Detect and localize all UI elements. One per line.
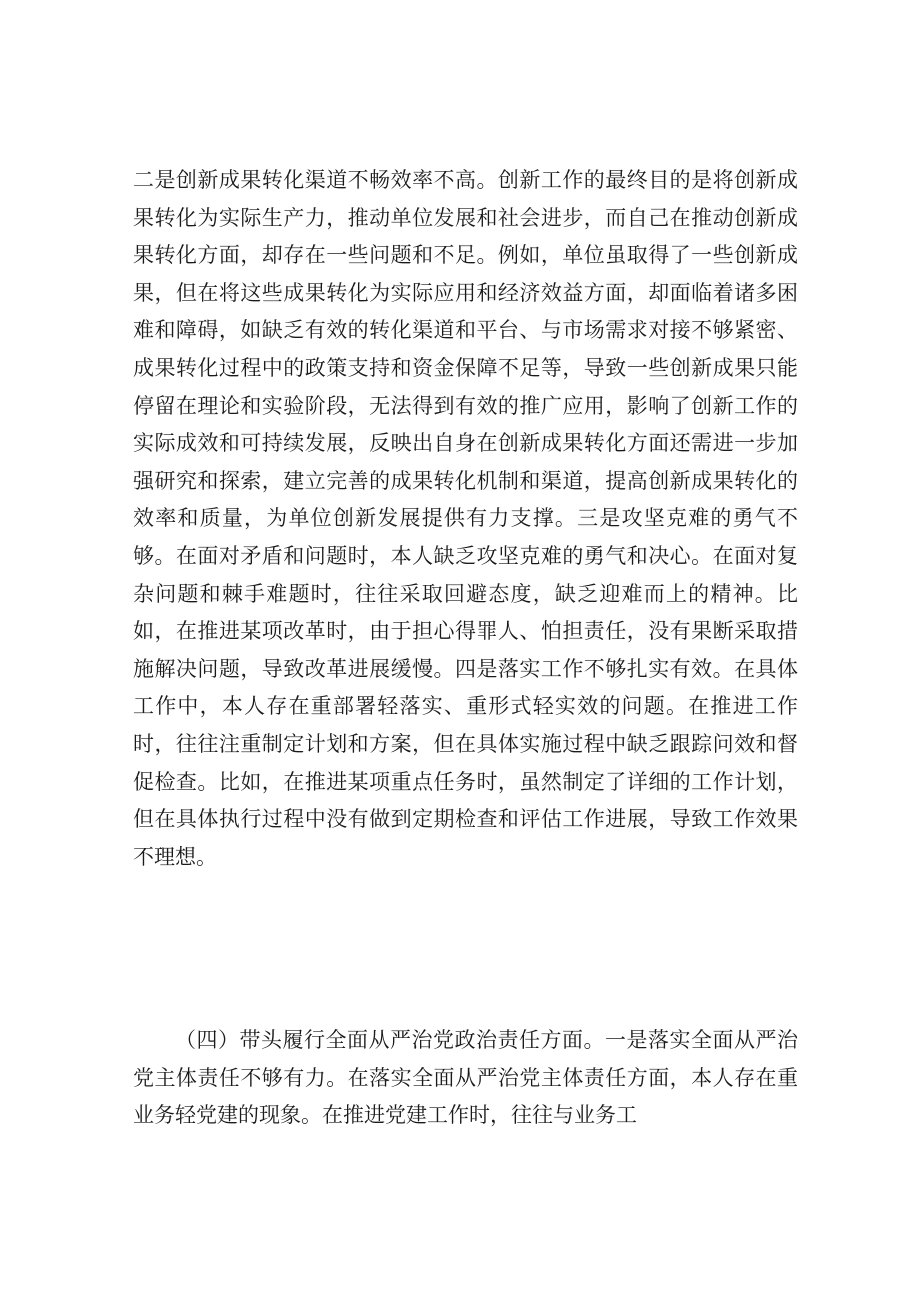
body-paragraph-2: （四）带头履行全面从严治党政治责任方面。一是落实全面从严治党主体责任不够有力。在落实全面从严治党主体责任方面，本人存在重业务轻党建的现象。在推进党建工作时，往往与业务工 <box>133 1028 798 1128</box>
body-paragraph-1: 二是创新成果转化渠道不畅效率不高。创新工作的最终目的是将创新成果转化为实际生产力，推动单位发展和社会进步，而自己在推动创新成果转化方面，却存在一些问题和不足。例如，单位虽取得了一些创新成果，但在将这些成果转化为实际应用和经济效益方面，却面临着诸多困难和障碍，如缺乏有效的转化渠道和平台、与市场需求对接不够紧密、成果转化过程中的政策支持和资金保障不足等，导致一些创新成果只能停留在理论和实验阶段，无法得到有效的推广应用，影响了创新工作的实际成效和可持续发展，反映出自身在创新成果转化方面还需进一步加强研究和探索，建立完善的成果转化机制和渠道，提高创新成果转化的效率和质量，为单位创新发展提供有力支撑。三是攻坚克难的勇气不够。在面对矛盾和问题时，本人缺乏攻坚克难的勇气和决心。在面对复杂问题和棘手难题时，往往采取回避态度，缺乏迎难而上的精神。比如，在推进某项改革时，由于担心得罪人、怕担责任，没有果断采取措施解决问题，导致改革进展缓慢。四是落实工作不够扎实有效。在具体工作中，本人存在重部署轻落实、重形式轻实效的问题。在推进工作时，往往注重制定计划和方案，但在具体实施过程中缺乏跟踪问效和督促检查。比如，在推进某项重点任务时，虽然制定了详细的工作计划，但在具体执行过程中没有做到定期检查和评估工作进展，导致工作效果不理想。 <box>133 168 798 869</box>
